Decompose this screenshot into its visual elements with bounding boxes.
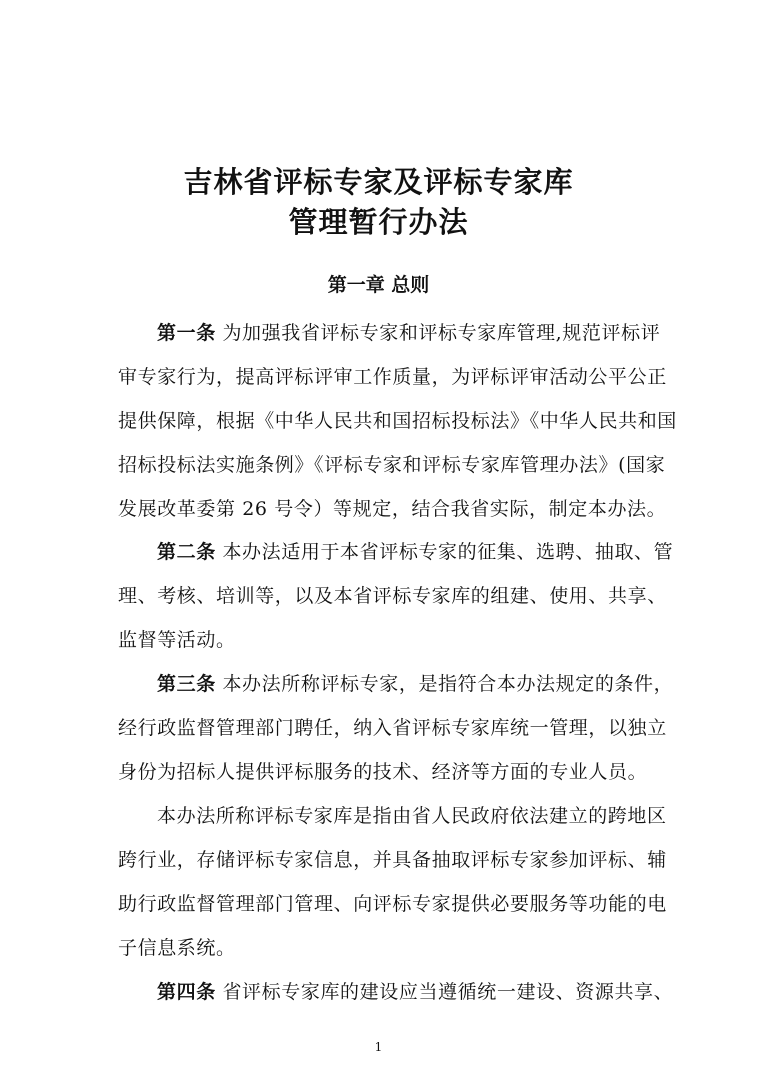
- article-3-line-2: 经行政监督管理部门聘任，纳入省评标专家库统一管理，以独立: [118, 717, 667, 739]
- article-3-label: 第三条: [157, 673, 216, 695]
- article-3-para-2-line-1: 本办法所称评标专家库是指由省人民政府依法建立的跨地区: [157, 805, 667, 827]
- article-1-line-5: 发展改革委第 26 号令）等规定，结合我省实际，制定本办法。: [118, 498, 667, 520]
- article-2-line-1: 第二条 本办法适用于本省评标专家的征集、选聘、抽取、管: [157, 541, 674, 563]
- page-number: 1: [374, 1040, 383, 1054]
- chapter-heading: 第一章 总则: [327, 274, 430, 296]
- document-title-line-2: 管理暂行办法: [288, 205, 469, 239]
- article-3-para-2-line-3: 助行政监督管理部门管理、向评标专家提供必要服务等功能的电: [118, 893, 667, 915]
- article-4-line-1: 第四条 省评标专家库的建设应当遵循统一建设、资源共享、: [157, 981, 674, 1003]
- article-1-line-2: 审专家行为，提高评标评审工作质量，为评标评审活动公平公正: [118, 366, 667, 388]
- article-2-line-3: 监督等活动。: [118, 629, 236, 651]
- article-1-line-4: 招标投标法实施条例》《评标专家和评标专家库管理办法》(国家: [118, 454, 666, 476]
- article-1-label: 第一条: [157, 322, 216, 344]
- article-3-line-3: 身份为招标人提供评标服务的技术、经济等方面的专业人员。: [118, 761, 648, 783]
- article-1-line-1: 第一条 为加强我省评标专家和评标专家库管理,规范评标评: [157, 322, 661, 344]
- document-title-line-1: 吉林省评标专家及评标专家库: [183, 165, 574, 199]
- article-3-line-1: 第三条 本办法所称评标专家，是指符合本办法规定的条件，: [157, 673, 674, 695]
- article-3-para-2-line-2: 跨行业，存储评标专家信息，并具备抽取评标专家参加评标、辅: [118, 849, 667, 871]
- article-3-para-2-line-4: 子信息系统。: [118, 937, 236, 959]
- article-4-label: 第四条: [157, 981, 216, 1003]
- article-2-line-2: 理、考核、培训等，以及本省评标专家库的组建、使用、共享、: [118, 585, 667, 607]
- article-1-line-3: 提供保障，根据《中华人民共和国招标投标法》《中华人民共和国: [118, 410, 677, 432]
- article-2-label: 第二条: [157, 541, 216, 563]
